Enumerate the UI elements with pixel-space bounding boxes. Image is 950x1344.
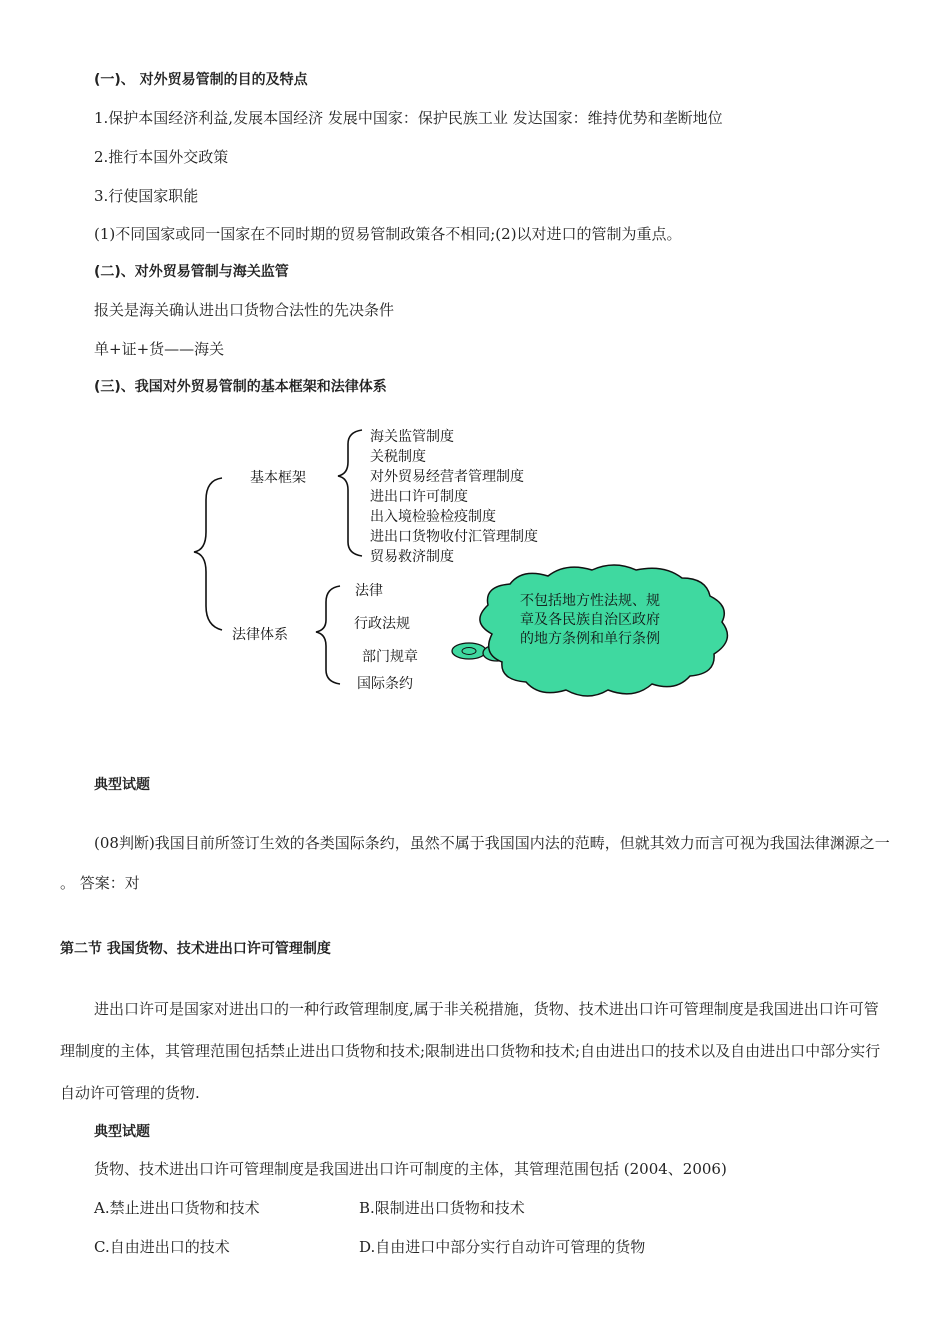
paragraph: 单+证+货——海关	[94, 340, 225, 358]
paragraph: (1)不同国家或同一国家在不同时期的贸易管制政策各不相同;(2)以对进口的管制为重点。	[94, 225, 682, 243]
framework-item: 对外贸易经营者管理制度	[370, 469, 524, 485]
framework-item: 进出口货物收付汇管理制度	[370, 529, 538, 545]
paragraph: 3.行使国家职能	[94, 187, 199, 205]
cloud-line: 章及各民族自治区政府	[520, 612, 660, 628]
law-label: 法律体系	[232, 627, 288, 643]
option-d: D.自由进口中部分实行自动许可管理的货物	[359, 1238, 646, 1256]
framework-item: 进出口许可制度	[370, 489, 468, 505]
example-heading: 典型试题	[94, 1124, 150, 1140]
law-item: 国际条约	[357, 676, 413, 692]
body-paragraph: 进出口许可是国家对进出口的一种行政管理制度,属于非关税措施，货物、技术进出口许可管理制度是我国进出口许可管理制度的主体，其管理范围包括禁止进出口货物和技术;限制进出口货物和技术;自由进出口的技术以及自由进出口中部分实行自动许可管理的货物.	[60, 1000, 881, 1102]
framework-label: 基本框架	[250, 470, 306, 486]
paragraph: 报关是海关确认进出口货物合法性的先决条件	[94, 301, 395, 319]
example-heading: 典型试题	[94, 777, 150, 793]
law-brace	[316, 586, 340, 684]
section-heading-1: (一)、 对外贸易管制的目的及特点	[94, 72, 308, 88]
framework-item: 海关监管制度	[370, 429, 454, 445]
law-item: 部门规章	[362, 649, 418, 665]
option-c: C.自由进出口的技术	[94, 1238, 230, 1256]
framework-brace	[338, 430, 362, 556]
question-text: 货物、技术进出口许可管理制度是我国进出口许可制度的主体，其管理范围包括 (2004、2006)	[94, 1160, 727, 1178]
section-heading-2: (二)、对外贸易管制与海关监管	[94, 264, 289, 280]
framework-item: 贸易救济制度	[370, 549, 454, 565]
cloud-callout	[452, 565, 727, 696]
option-a: A.禁止进出口货物和技术	[94, 1199, 260, 1217]
cloud-line: 不包括地方性法规、规	[520, 593, 660, 609]
framework-item: 出入境检验检疫制度	[370, 509, 496, 525]
law-item: 行政法规	[354, 616, 410, 632]
paragraph: 1.保护本国经济利益,发展本国经济 发展中国家：保护民族工业 发达国家：维持优势和垄断地位	[94, 109, 723, 127]
chapter-heading: 第二节 我国货物、技术进出口许可管理制度	[60, 941, 331, 957]
framework-diagram	[0, 410, 950, 710]
example-text: (08判断)我国目前所签订生效的各类国际条约，虽然不属于我国国内法的范畴，但就其效力而言可视为我国法律渊源之一 。 答案：对	[60, 834, 890, 892]
paragraph: 2.推行本国外交政策	[94, 148, 229, 166]
law-item: 法律	[355, 583, 383, 599]
main-brace	[194, 478, 222, 630]
section-heading-3: (三)、我国对外贸易管制的基本框架和法律体系	[94, 379, 387, 395]
option-b: B.限制进出口货物和技术	[359, 1199, 525, 1217]
cloud-line: 的地方条例和单行条例	[520, 631, 660, 647]
framework-item: 关税制度	[370, 449, 426, 465]
